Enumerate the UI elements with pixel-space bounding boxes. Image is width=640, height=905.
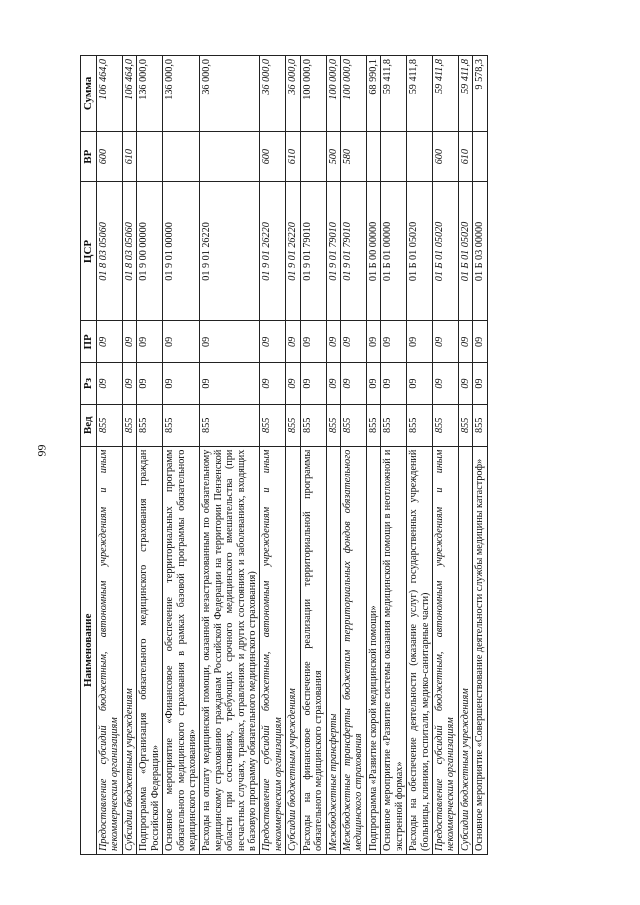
row-csr: 01 9 01 26220 [260,182,286,321]
row-vr: 580 [341,131,367,182]
row-csr: 01 Б 01 05020 [458,182,472,321]
row-sum: 59 411,8 [458,56,472,132]
row-ved: 855 [407,404,433,446]
row-vr: 600 [97,131,123,182]
budget-table [80,55,488,855]
table-row [200,56,260,855]
row-vr [366,131,380,182]
row-vr [381,131,407,182]
row-ved: 855 [366,404,380,446]
row-pr: 09 [473,321,487,363]
row-vr: 600 [260,131,286,182]
table-row [163,56,200,855]
row-csr: 01 Б 01 05020 [407,182,433,321]
row-csr: 01 9 01 79010 [341,182,367,321]
row-csr: 01 9 01 79010 [300,182,326,321]
row-sum: 106 464,0 [97,56,123,132]
header-csr: ЦСР [81,182,97,321]
row-rz: 09 [458,363,472,405]
row-pr: 09 [97,321,123,363]
row-ved: 855 [341,404,367,446]
table-row [366,56,380,855]
row-ved: 855 [326,404,340,446]
row-name: Субсидии бюджетным учреждениям [458,446,472,854]
row-rz: 09 [407,363,433,405]
header-vr: ВР [81,131,97,182]
row-rz: 09 [122,363,136,405]
row-name: Подпрограмма «Организация обязательного медицинского страхования граждан Российской Федерации» [137,446,163,854]
row-pr: 09 [326,321,340,363]
row-pr: 09 [260,321,286,363]
table-row [137,56,163,855]
row-ved: 855 [163,404,200,446]
row-rz: 09 [97,363,123,405]
row-pr: 09 [366,321,380,363]
row-ved: 855 [200,404,260,446]
row-name: Предоставление субсидий бюджетным, автономным учреждениям и иным некоммерческим организациям [97,446,123,854]
row-rz: 09 [137,363,163,405]
header-pr: ПР [81,321,97,363]
row-name: Расходы на финансовое обеспечение реализации территориальной программы обязательного медицинского страхования [300,446,326,854]
row-pr: 09 [137,321,163,363]
table-row [122,56,136,855]
row-pr: 09 [286,321,300,363]
row-csr: 01 9 00 00000 [137,182,163,321]
page-number: 99 [34,444,49,457]
row-rz: 09 [200,363,260,405]
row-ved: 855 [137,404,163,446]
table-row [300,56,326,855]
row-vr [163,131,200,182]
row-name: Расходы на обеспечение деятельности (оказание услуг) государственных учреждений (больницы, клиники, госпитали, медико-санитарные части) [407,446,433,854]
row-ved: 855 [97,404,123,446]
table-row [326,56,340,855]
row-sum: 100 000,0 [300,56,326,132]
row-name: Подпрограмма «Развитие скорой медицинской помощи» [366,446,380,854]
row-sum: 59 411,8 [407,56,433,132]
row-pr: 09 [341,321,367,363]
row-ved: 855 [458,404,472,446]
row-name: Основное мероприятие «Развитие системы оказания медицинской помощи в неотложной и экстренной формах» [381,446,407,854]
row-sum: 36 000,0 [286,56,300,132]
row-rz: 09 [366,363,380,405]
row-vr [137,131,163,182]
row-sum: 59 411,8 [381,56,407,132]
row-sum: 100 000,0 [326,56,340,132]
row-ved: 855 [286,404,300,446]
table-row [260,56,286,855]
table-row [97,56,123,855]
row-rz: 09 [473,363,487,405]
row-ved: 855 [432,404,458,446]
row-pr: 09 [381,321,407,363]
row-sum: 136 000,0 [163,56,200,132]
row-rz: 09 [286,363,300,405]
row-ved: 855 [122,404,136,446]
row-vr: 610 [122,131,136,182]
row-name: Межбюджетные трансферты [326,446,340,854]
row-rz: 09 [260,363,286,405]
row-ved: 855 [381,404,407,446]
row-name: Предоставление субсидий бюджетным, автономным учреждениям и иным некоммерческим организациям [432,446,458,854]
table-row [458,56,472,855]
row-pr: 09 [407,321,433,363]
row-sum: 36 000,0 [260,56,286,132]
row-name: Основное мероприятие «Финансовое обеспечение территориальных программ обязательного медицинского страхования в рамках базовой программы обязательного медицинского страхования» [163,446,200,854]
row-csr: 01 9 01 26220 [200,182,260,321]
row-vr: 500 [326,131,340,182]
row-csr: 01 Б 01 05020 [432,182,458,321]
row-csr: 01 8 03 05060 [122,182,136,321]
row-csr: 01 9 01 26220 [286,182,300,321]
row-vr [473,131,487,182]
row-rz: 09 [341,363,367,405]
row-vr [200,131,260,182]
row-pr: 09 [458,321,472,363]
row-csr: 01 Б 00 00000 [366,182,380,321]
row-ved: 855 [260,404,286,446]
table-row [432,56,458,855]
row-sum: 106 464,0 [122,56,136,132]
row-pr: 09 [200,321,260,363]
row-vr: 610 [458,131,472,182]
table-row [341,56,367,855]
row-vr [300,131,326,182]
header-rz: Рз [81,363,97,405]
row-vr [407,131,433,182]
row-sum: 136 000,0 [137,56,163,132]
row-rz: 09 [432,363,458,405]
row-pr: 09 [432,321,458,363]
row-csr: 01 9 01 79010 [326,182,340,321]
row-sum: 59 411,8 [432,56,458,132]
row-ved: 855 [300,404,326,446]
budget-table-container [80,55,590,855]
row-sum: 36 000,0 [200,56,260,132]
row-vr: 610 [286,131,300,182]
row-csr: 01 Б 01 00000 [381,182,407,321]
row-rz: 09 [326,363,340,405]
row-ved: 855 [473,404,487,446]
row-rz: 09 [381,363,407,405]
row-pr: 09 [122,321,136,363]
row-name: Межбюджетные трансферты бюджетам территориальных фондов обязательного медицинского страхования [341,446,367,854]
row-csr: 01 8 03 05060 [97,182,123,321]
row-csr: 01 9 01 00000 [163,182,200,321]
row-rz: 09 [163,363,200,405]
row-name: Субсидии бюджетным учреждениям [122,446,136,854]
header-sum: Сумма [81,56,97,132]
row-name: Субсидии бюджетным учреждениям [286,446,300,854]
row-csr: 01 Б 03 00000 [473,182,487,321]
table-row [381,56,407,855]
row-rz: 09 [300,363,326,405]
row-pr: 09 [163,321,200,363]
table-row [473,56,487,855]
row-name: Предоставление субсидий бюджетным, автономным учреждениям и иным некоммерческим организациям [260,446,286,854]
row-vr: 600 [432,131,458,182]
row-sum: 68 990,1 [366,56,380,132]
table-row [286,56,300,855]
header-ved: Вед [81,404,97,446]
row-sum: 9 578,3 [473,56,487,132]
table-header-row [81,56,97,855]
row-sum: 100 000,0 [341,56,367,132]
row-pr: 09 [300,321,326,363]
row-name: Расходы на оплату медицинской помощи, оказанной незастрахованным по обязательному медицинскому страхованию гражданам Российской Федерации на территории Пензенской области при состояниях, требующих срочного медицинского вмешательства (при несчастных случаях, травмах, отравлениях и других состояниях и заболеваниях, входящих в базовую программу обязательного медицинского страхования) [200,446,260,854]
row-name: Основное мероприятие «Совершенствование деятельности службы медицины катастроф» [473,446,487,854]
header-name: Наименование [81,446,97,854]
table-row [407,56,433,855]
